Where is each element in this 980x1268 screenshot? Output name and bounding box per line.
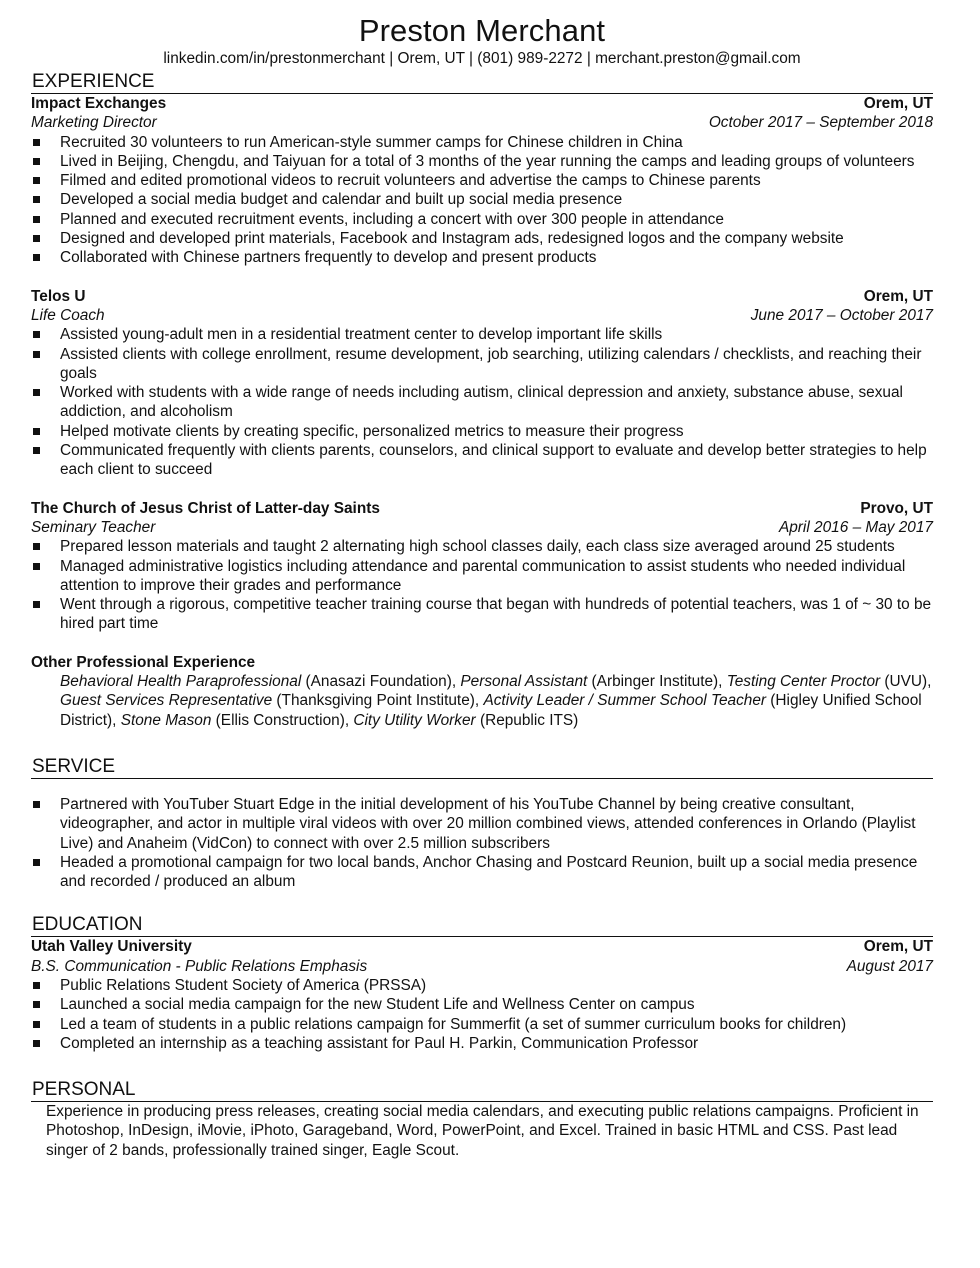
location: Provo, UT	[860, 499, 933, 517]
entry-subheader	[31, 113, 933, 132]
service-section	[31, 756, 933, 891]
bullet-square-icon	[33, 177, 40, 184]
bullet-square-icon	[33, 1040, 40, 1047]
bullet-square-icon	[33, 331, 40, 338]
bullet-square-icon	[33, 982, 40, 989]
bullet-list	[31, 537, 933, 633]
list-item: Launched a social media campaign for the new Student Life and Wellness Center on campus	[31, 995, 933, 1014]
bullet-square-icon	[33, 543, 40, 550]
other-org: (Anasazi Foundation),	[301, 673, 461, 691]
list-item: Went through a rigorous, competitive teacher training course that began with hundreds of potential teachers, was 1 of ~ 30 to be hired part time	[31, 595, 933, 634]
other-org: (UVU),	[880, 673, 932, 691]
other-role: City Utility Worker	[353, 711, 476, 729]
organization: Impact Exchanges	[31, 95, 167, 112]
bullet-square-icon	[33, 216, 40, 223]
bullet-square-icon	[33, 859, 40, 866]
dates: June 2017 – October 2017	[750, 306, 933, 324]
other-role: Activity Leader / Summer School Teacher	[483, 692, 767, 710]
other-org: (Republic ITS)	[475, 711, 579, 729]
bullet-square-icon	[33, 351, 40, 358]
school: Utah Valley University	[31, 938, 192, 956]
experience-section	[31, 71, 933, 730]
bullet-square-icon	[33, 196, 40, 203]
bullet-list	[31, 795, 933, 891]
other-role: Guest Services Representative	[60, 692, 273, 710]
list-item: Partnered with YouTuber Stuart Edge in the initial development of his YouTube Channel by being creative consultant, videographer, and actor in multiple viral videos with over 20 million combined views, attended conferences in Orlando (Playlist Live) and Anaheim (VidCon) to connect with over 2.5 million subscribers	[31, 795, 933, 853]
list-item: Assisted young-adult men in a residential treatment center to develop important life skills	[31, 325, 933, 344]
bullet-square-icon	[33, 1021, 40, 1028]
bullet-square-icon	[33, 428, 40, 435]
list-item: Filmed and edited promotional videos to recruit volunteers and advertise the camps to Chinese parents	[31, 171, 933, 190]
entry-subheader	[31, 306, 933, 325]
education-header	[31, 914, 933, 937]
bullet-square-icon	[33, 139, 40, 146]
other-role: Stone Mason	[120, 711, 212, 729]
list-item: Recruited 30 volunteers to run American-style summer camps for Chinese children in China	[31, 133, 933, 152]
list-item: Planned and executed recruitment events, including a concert with over 300 people in attendance	[31, 210, 933, 229]
entry-header	[31, 94, 933, 113]
bullet-square-icon	[33, 801, 40, 808]
location: Orem, UT	[863, 95, 933, 112]
dates: April 2016 – May 2017	[778, 518, 933, 536]
organization: The Church of Jesus Christ of Latter-day Saints	[31, 499, 380, 517]
bullet-list	[31, 133, 933, 268]
bullet-square-icon	[33, 158, 40, 165]
experience-entry	[31, 94, 933, 268]
list-item: Communicated frequently with clients parents, counselors, and clinical support to evaluate and develop better strategies to help each client to succeed	[31, 441, 933, 480]
role: Life Coach	[31, 306, 105, 324]
location: Orem, UT	[863, 287, 933, 305]
degree: B.S. Communication - Public Relations Emphasis	[31, 957, 368, 975]
experience-entry	[31, 499, 933, 634]
other-org: (Higley Unified School District),	[60, 692, 922, 729]
education-section	[31, 914, 933, 1053]
list-item: Helped motivate clients by creating specific, personalized metrics to measure their progress	[31, 422, 933, 441]
personal-section	[31, 1079, 933, 1160]
list-item: Completed an internship as a teaching assistant for Paul H. Parkin, Communication Professor	[31, 1034, 933, 1053]
location: Orem, UT	[863, 938, 933, 956]
dates: October 2017 – September 2018	[708, 114, 933, 132]
list-item: Public Relations Student Society of America (PRSSA)	[31, 976, 933, 995]
list-item: Prepared lesson materials and taught 2 alternating high school classes daily, each class size averaged around 25 students	[31, 537, 933, 556]
entry-subheader	[31, 518, 933, 537]
entry-header	[31, 499, 933, 518]
bullet-square-icon	[33, 601, 40, 608]
list-item: Developed a social media budget and calendar and built up social media presence	[31, 190, 933, 209]
list-item: Managed administrative logistics including attendance and parental communication to assist students who needed individual attention to improve their grades and performance	[31, 557, 933, 596]
bullet-list	[31, 325, 933, 479]
candidate-name: Preston Merchant	[358, 13, 606, 48]
other-org: (Thanksgiving Point Institute),	[272, 692, 484, 710]
role: Seminary Teacher	[31, 518, 156, 536]
other-org: (Ellis Construction),	[211, 711, 354, 729]
organization: Telos U	[31, 287, 86, 305]
personal-header	[31, 1079, 933, 1102]
personal-summary: Experience in producing press releases, creating social media calendars, and executing public relations campaigns. Proficient in Photoshop, InDesign, iMovie, iPhoto, Garageband, Word, PowerPoint, and Excel. Trained in basic HTML and CSS. Past lead singer of 2 bands, professionally trained singer, Eagle Scout.	[46, 1103, 919, 1159]
list-item: Lived in Beijing, Chengdu, and Taiyuan for a total of 3 months of the year running the camps and leading groups of volunteers	[31, 152, 933, 171]
other-role: Behavioral Health Paraprofessional	[60, 673, 302, 691]
role: Marketing Director	[31, 114, 157, 132]
list-item: Collaborated with Chinese partners frequently to develop and present products	[31, 248, 933, 267]
other-org: (Arbinger Institute),	[587, 673, 727, 691]
other-role: Testing Center Proctor	[726, 673, 881, 691]
section-title: SERVICE	[32, 755, 116, 777]
other-experience-title: Other Professional Experience	[31, 653, 256, 671]
bullet-square-icon	[33, 254, 40, 261]
other-role: Personal Assistant	[460, 673, 588, 691]
experience-entry	[31, 287, 933, 480]
other-experience-list	[31, 672, 933, 730]
experience-header	[31, 71, 933, 94]
bullet-square-icon	[33, 447, 40, 454]
section-title: EXPERIENCE	[32, 71, 155, 92]
list-item: Assisted clients with college enrollment, resume development, job searching, utilizing calendars / checklists, and reaching their goals	[31, 345, 933, 384]
section-title: PERSONAL	[32, 1079, 136, 1101]
contact-line: linkedin.com/in/prestonmerchant | Orem, UT | (801) 989-2272 | merchant.preston@gmail.com	[163, 50, 801, 67]
list-item: Worked with students with a wide range of needs including autism, clinical depression and anxiety, substance abuse, sexual addiction, and alcoholism	[31, 383, 933, 422]
other-experience	[31, 653, 933, 730]
bullet-square-icon	[33, 389, 40, 396]
dates: August 2017	[846, 957, 933, 975]
entry-header	[31, 937, 933, 956]
list-item: Designed and developed print materials, Facebook and Instagram ads, redesigned logos and the company website	[31, 229, 933, 248]
bullet-square-icon	[33, 1001, 40, 1008]
entry-header	[31, 287, 933, 306]
bullet-square-icon	[33, 563, 40, 570]
service-header	[31, 756, 933, 779]
bullet-list	[31, 976, 933, 1053]
list-item: Headed a promotional campaign for two local bands, Anchor Chasing and Postcard Reunion, built up a social media presence and recorded / produced an album	[31, 853, 933, 892]
list-item: Led a team of students in a public relations campaign for Summerfit (a set of summer curriculum books for children)	[31, 1015, 933, 1034]
bullet-square-icon	[33, 235, 40, 242]
section-title: EDUCATION	[32, 914, 143, 936]
entry-subheader	[31, 957, 933, 976]
